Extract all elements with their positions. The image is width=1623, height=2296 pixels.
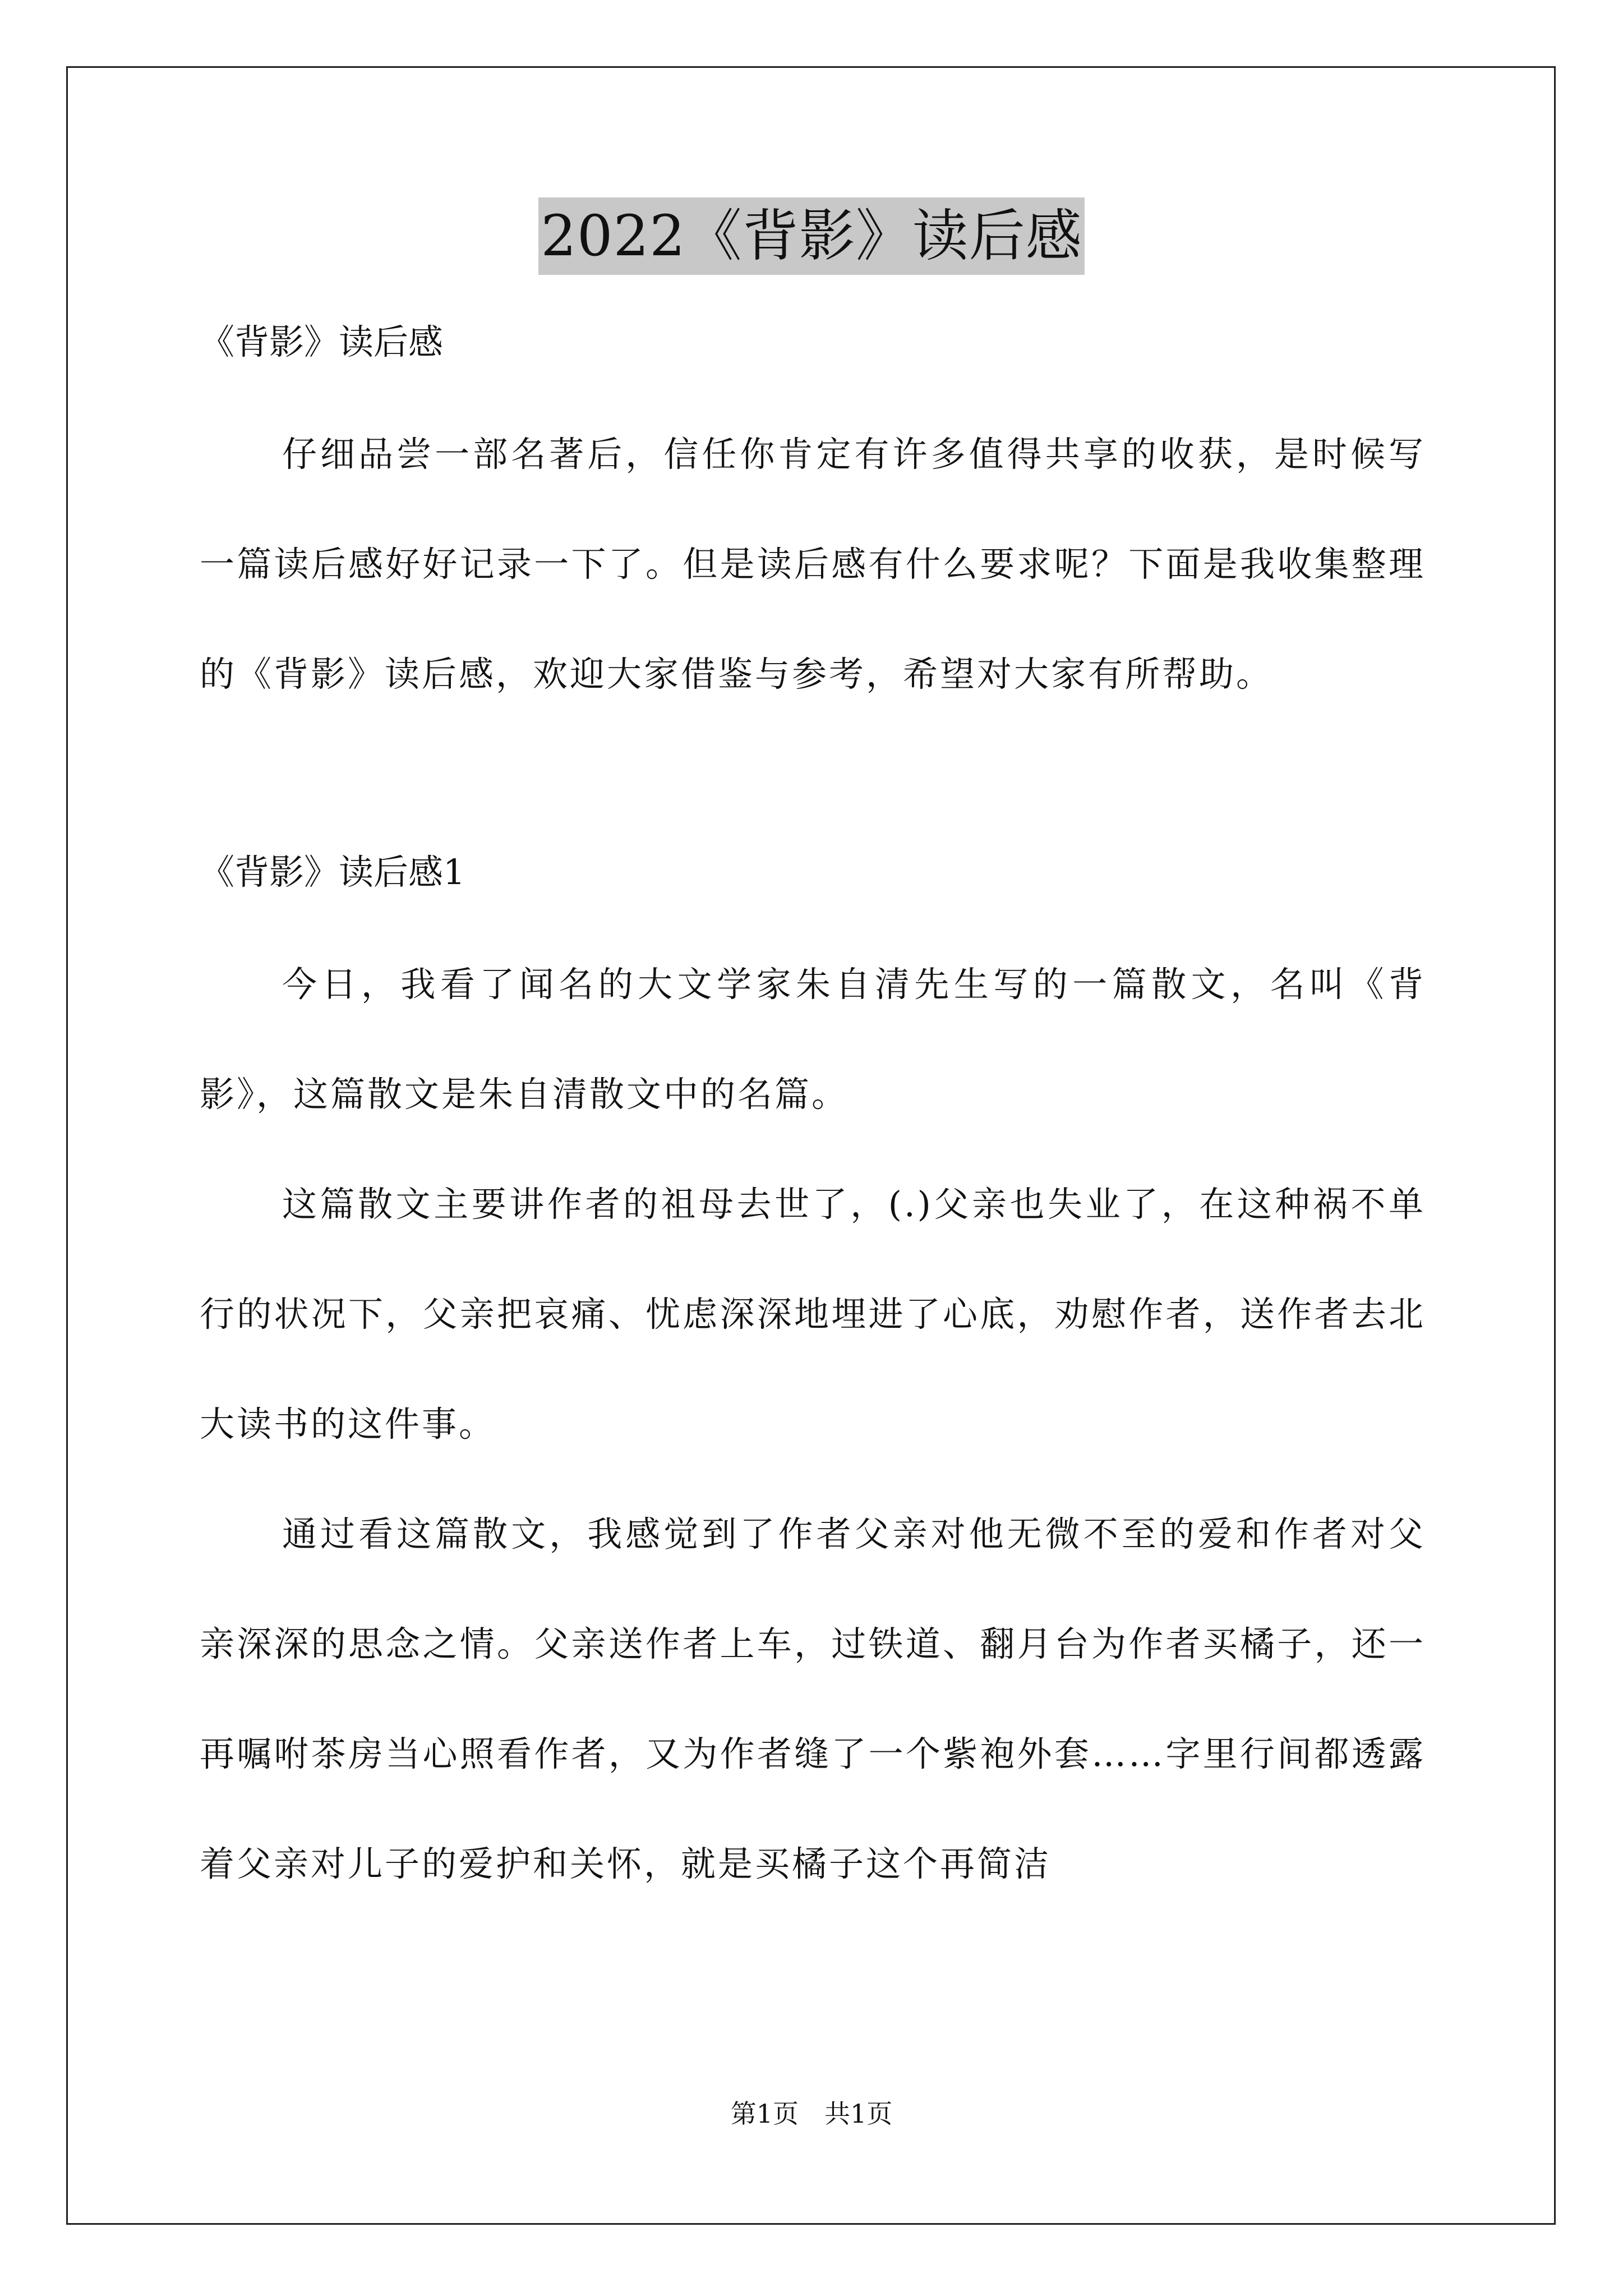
intro-paragraph: 仔细品尝一部名著后，信任你肯定有许多值得共享的收获，是时候写一篇读后感好好记录一下了。但是读后感有什么要求呢？下面是我收集整理的《背影》读后感，欢迎大家借鉴与参考，希望对大家有所帮助。 xyxy=(200,434,1426,694)
body-paragraph-3: 通过看这篇散文，我感觉到了作者父亲对他无微不至的爱和作者对父亲深深的思念之情。父亲送作者上车，过铁道、翻月台为作者买橘子，还一再嘱咐茶房当心照看作者，又为作者缝了一个紫袍外套……字里行间都透露着父亲对儿子的爱护和关怀，就是买橘子这个再简洁 xyxy=(200,1513,1426,1884)
body-paragraph-1: 今日，我看了闻名的大文学家朱自清先生写的一篇散文，名叫《背影》，这篇散文是朱自清散文中的名篇。 xyxy=(200,964,1426,1115)
page-footer: 第1页 共1页 xyxy=(730,2099,893,2129)
body-paragraph-2: 这篇散文主要讲作者的祖母去世了，(.)父亲也失业了，在这种祸不单行的状况下，父亲把哀痛、忧虑深深地埋进了心底，劝慰作者，送作者去北大读书的这件事。 xyxy=(200,1184,1426,1444)
title-container xyxy=(0,197,1623,275)
page-title: 2022《背影》读后感 xyxy=(538,197,1085,275)
document-body xyxy=(200,314,1426,1919)
section-heading: 《背影》读后感1 xyxy=(200,852,465,892)
intro-heading: 《背影》读后感 xyxy=(200,321,444,362)
